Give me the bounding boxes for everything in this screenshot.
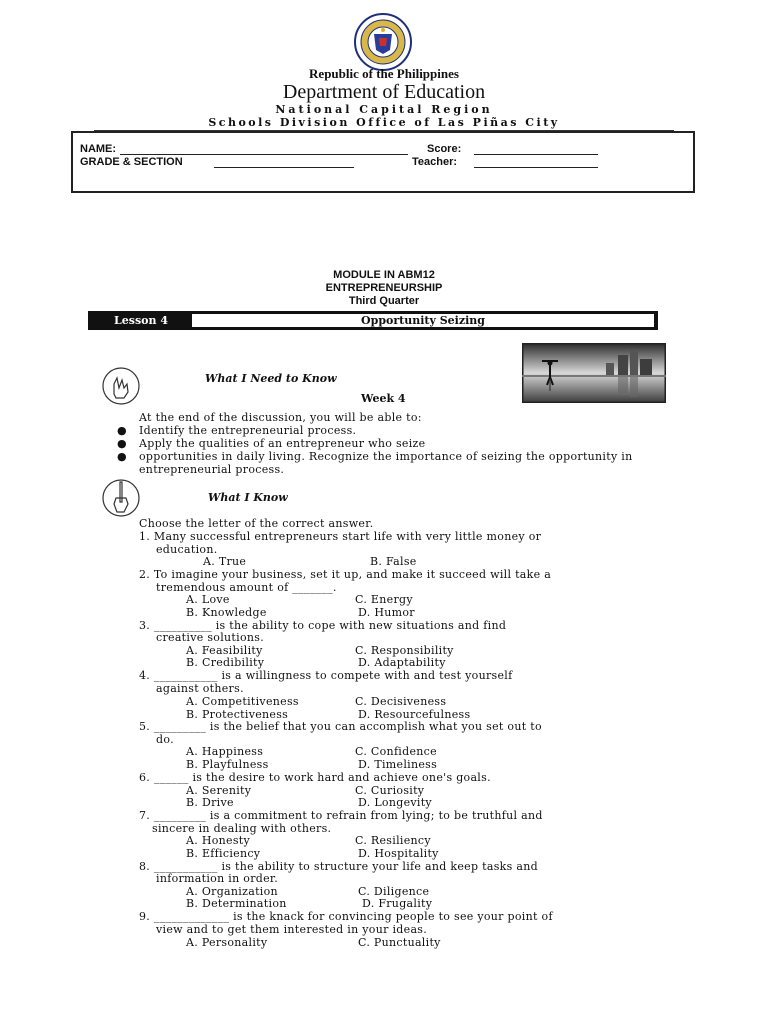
option-5d: D. Timeliness bbox=[358, 758, 438, 771]
grade-section-field[interactable] bbox=[214, 155, 354, 168]
option-7c: C. Resiliency bbox=[355, 834, 431, 847]
option-2d: D. Humor bbox=[358, 606, 415, 619]
need-to-know-heading: What I Need to Know bbox=[205, 372, 337, 385]
question-2-cont: tremendous amount of _______. bbox=[156, 581, 337, 594]
option-4c: C. Decisiveness bbox=[355, 695, 447, 708]
score-field[interactable] bbox=[474, 142, 598, 155]
question-7-cont: sincere in dealing with others. bbox=[152, 822, 332, 835]
option-5b: B. Playfulness bbox=[186, 758, 269, 771]
option-7b: B. Efficiency bbox=[186, 847, 261, 860]
option-1a: A. True bbox=[203, 555, 247, 568]
question-8: 8. ___________ is the ability to structure your life and keep tasks and bbox=[139, 860, 538, 873]
name-label: NAME: bbox=[80, 143, 117, 155]
grade-section-label: GRADE & SECTION bbox=[80, 156, 183, 168]
option-1b: B. False bbox=[370, 555, 417, 568]
lesson-bar bbox=[88, 311, 658, 330]
option-3b: B. Credibility bbox=[186, 656, 265, 669]
module-quarter: Third Quarter bbox=[348, 295, 420, 307]
bullet-2: ● bbox=[117, 437, 127, 450]
option-8a: A. Organization bbox=[186, 885, 278, 898]
hand-touch-icon bbox=[100, 366, 142, 406]
option-5a: A. Happiness bbox=[186, 745, 264, 758]
division-text: Schools Division Office of Las Piñas City bbox=[208, 116, 560, 129]
option-6d: D. Longevity bbox=[358, 796, 432, 809]
option-7d: D. Hospitality bbox=[358, 847, 439, 860]
objectives-intro: At the end of the discussion, you will be able to: bbox=[139, 411, 422, 424]
teacher-label: Teacher: bbox=[412, 156, 458, 168]
option-9a: A. Personality bbox=[186, 936, 268, 949]
option-3c: C. Responsibility bbox=[355, 644, 454, 657]
question-9-cont: view and to get them interested in your ideas. bbox=[156, 923, 428, 936]
question-5-cont: do. bbox=[156, 733, 174, 746]
week-label: Week 4 bbox=[361, 392, 406, 405]
lesson-label: Lesson 4 bbox=[114, 314, 168, 327]
what-i-know-heading: What I Know bbox=[208, 491, 288, 504]
module-subject: ENTREPRENEURSHIP bbox=[325, 282, 443, 294]
question-9: 9. _____________ is the knack for convincing people to see your point of bbox=[139, 910, 553, 923]
question-8-cont: information in order. bbox=[156, 872, 279, 885]
department-title: Department of Education bbox=[282, 81, 486, 103]
question-7: 7. _________ is a commitment to refrain from lying; to be truthful and bbox=[139, 809, 543, 822]
module-title: MODULE IN ABM12 bbox=[333, 269, 435, 281]
deped-seal-icon bbox=[346, 12, 420, 72]
option-7a: A. Honesty bbox=[186, 834, 251, 847]
question-3-cont: creative solutions. bbox=[156, 631, 265, 644]
teacher-field[interactable] bbox=[474, 155, 598, 168]
score-label: Score: bbox=[427, 143, 462, 155]
quiz-instruction: Choose the letter of the correct answer. bbox=[139, 517, 374, 530]
option-4d: D. Resourcefulness bbox=[358, 708, 471, 721]
question-1: 1. Many successful entrepreneurs start life with very little money or bbox=[139, 530, 542, 543]
question-6: 6. ______ is the desire to work hard and achieve one's goals. bbox=[139, 771, 491, 784]
option-8d: D. Frugality bbox=[362, 897, 433, 910]
option-2a: A. Love bbox=[186, 593, 230, 606]
option-9c: C. Punctuality bbox=[358, 936, 441, 949]
name-field[interactable] bbox=[120, 142, 408, 155]
objective-3: opportunities in daily living. Recognize the importance of seizing the opportunity in entrepreneurial process. bbox=[139, 450, 633, 476]
option-8c: C. Diligence bbox=[358, 885, 430, 898]
option-5c: C. Confidence bbox=[355, 745, 437, 758]
question-4: 4. ___________ is a willingness to compete with and test yourself bbox=[139, 669, 513, 682]
region-text: National Capital Region bbox=[275, 103, 493, 116]
question-5: 5. _________ is the belief that you can accomplish what you set out to bbox=[139, 720, 542, 733]
option-6a: A. Serenity bbox=[186, 784, 252, 797]
question-4-cont: against others. bbox=[156, 682, 244, 695]
lesson-title: Opportunity Seizing bbox=[192, 314, 654, 327]
objective-2: Apply the qualities of an entrepreneur who seize bbox=[139, 437, 426, 450]
option-4a: A. Competitiveness bbox=[186, 695, 299, 708]
republic-text: Republic of the Philippines bbox=[309, 66, 459, 81]
question-1-cont: education. bbox=[156, 543, 218, 556]
option-2c: C. Energy bbox=[355, 593, 413, 606]
option-6c: C. Curiosity bbox=[355, 784, 425, 797]
option-6b: B. Drive bbox=[186, 796, 234, 809]
city-skyline-photo bbox=[522, 343, 666, 403]
question-2: 2. To imagine your business, set it up, and make it succeed will take a bbox=[139, 568, 552, 581]
option-3a: A. Feasibility bbox=[186, 644, 263, 657]
option-2b: B. Knowledge bbox=[186, 606, 267, 619]
option-3d: D. Adaptability bbox=[358, 656, 446, 669]
objective-1: Identify the entrepreneurial process. bbox=[139, 424, 357, 437]
question-3: 3. __________ is the ability to cope with new situations and find bbox=[139, 619, 507, 632]
hand-writing-icon bbox=[100, 478, 142, 518]
bullet-3: ● bbox=[117, 450, 127, 463]
bullet-1: ● bbox=[117, 424, 127, 437]
option-4b: B. Protectiveness bbox=[186, 708, 289, 721]
option-8b: B. Determination bbox=[186, 897, 287, 910]
